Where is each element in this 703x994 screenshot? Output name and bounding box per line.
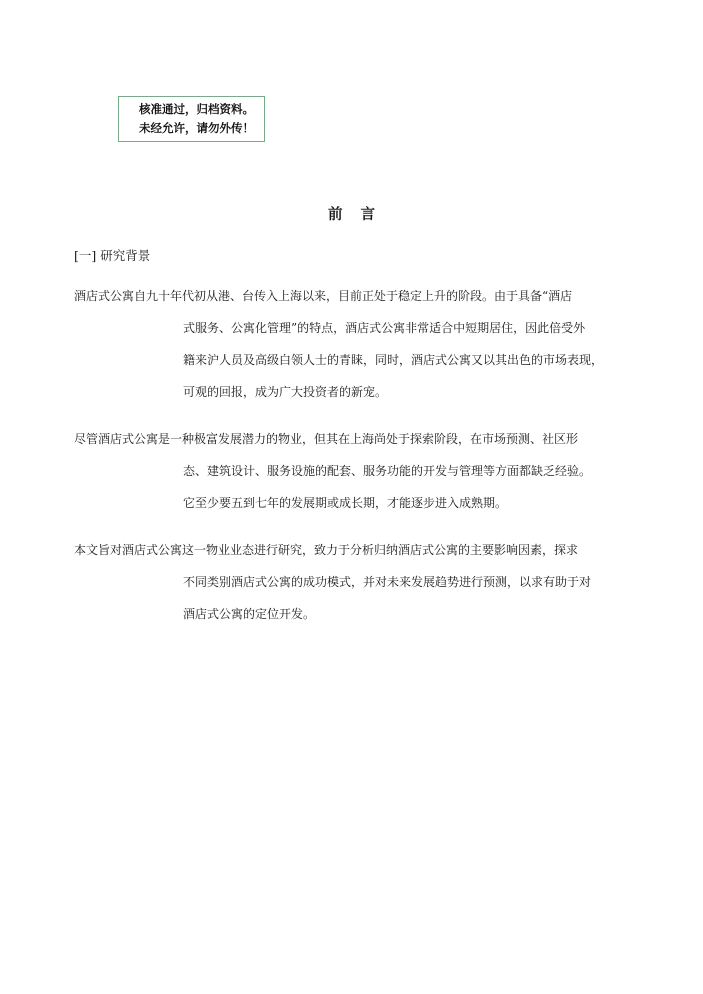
paragraph-3-line-3: 酒店式公寓的定位开发。: [183, 607, 316, 621]
paragraph-2-line-3: 它至少要五到七年的发展期或成长期，才能逐步进入成熟期。: [183, 496, 508, 510]
paragraph-1-line-3: 籍来沪人员及高级白领人士的青睐，同时，酒店式公寓又以其出色的市场表现，: [183, 353, 604, 367]
paragraph-1-line-4: 可观的回报，成为广大投资者的新宠。: [183, 385, 388, 399]
paragraph-2-line-2: 态、建筑设计、服务设施的配套、服务功能的开发与管理等方面都缺乏经验。: [183, 464, 592, 478]
paragraph-2-line-1: 尽管酒店式公寓是一种极富发展潜力的物业，但其在上海尚处于探索阶段，在市场预测、社区形: [74, 432, 579, 446]
page-title: 前言: [328, 206, 393, 223]
stamp-line-1: 核准通过，归档资料。: [139, 102, 254, 116]
paragraph-1-line-2: 式服务、公寓化管理”的特点，酒店式公寓非常适合中短期居住，因此倍受外: [183, 321, 586, 335]
section-heading: [一] 研究背景: [74, 248, 151, 263]
archive-stamp: [118, 96, 265, 142]
paragraph-1-line-1: 酒店式公寓自九十年代初从港、台传入上海以来，目前正处于稳定上升的阶段。由于具备“酒店: [74, 289, 573, 303]
paragraph-3-line-1: 本文旨对酒店式公寓这一物业业态进行研究，致力于分析归纳酒店式公寓的主要影响因素，探求: [74, 543, 579, 557]
paragraph-3-line-2: 不同类别酒店式公寓的成功模式，并对未来发展趋势进行预测，以求有助于对: [183, 575, 592, 589]
stamp-line-2: 未经允许，请勿外传！: [139, 121, 254, 135]
